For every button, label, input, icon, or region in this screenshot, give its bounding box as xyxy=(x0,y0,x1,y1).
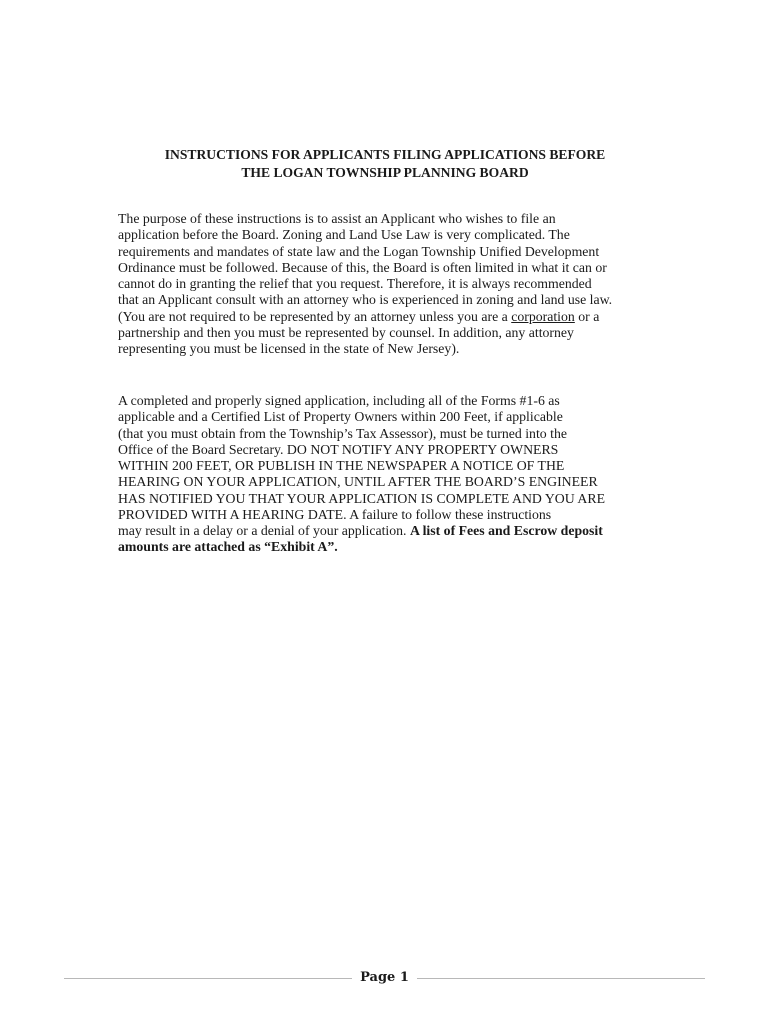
paragraph-line: HEARING ON YOUR APPLICATION, UNTIL AFTER THE BOARD’S ENGINEER xyxy=(118,474,598,490)
bold-fees-notice: A list of Fees and Escrow deposit xyxy=(409,523,603,538)
paragraph-line: (that you must obtain from the Township’s Tax Assessor), must be turned into the xyxy=(118,425,567,441)
paragraph-line: PROVIDED WITH A HEARING DATE. A failure to follow these instructions xyxy=(118,506,552,522)
paragraph-line: Ordinance must be followed. Because of this, the Board is often limited in what it can or xyxy=(118,259,607,275)
page-number-label: Page 1 xyxy=(360,970,409,985)
text-segment: or a xyxy=(574,308,600,324)
paragraph-line: WITHIN 200 FEET, OR PUBLISH IN THE NEWSPAPER A NOTICE OF THE xyxy=(118,458,565,473)
paragraph-line-mixed xyxy=(118,523,658,539)
footer-rule-right xyxy=(417,978,705,979)
paragraph-line: The purpose of these instructions is to assist an Applicant who wishes to file an xyxy=(118,211,556,226)
paragraph-line: cannot do in granting the relief that you request. Therefore, it is always recommended xyxy=(118,276,592,291)
paragraph-line: Office of the Board Secretary. DO NOT NOTIFY ANY PROPERTY OWNERS xyxy=(118,441,559,457)
paragraph-line: application before the Board. Zoning and Land Use Law is very complicated. The xyxy=(118,227,570,243)
underlined-term-corporation: corporation xyxy=(511,308,575,324)
paragraph-line: representing you must be licensed in the state of New Jersey). xyxy=(118,341,460,356)
title-line-2: THE LOGAN TOWNSHIP PLANNING BOARD xyxy=(241,165,529,180)
paragraph-line: HAS NOTIFIED YOU THAT YOUR APPLICATION IS COMPLETE AND YOU ARE xyxy=(118,490,605,506)
filing-paragraph xyxy=(118,393,658,556)
paragraph-line: that an Applicant consult with an attorney who is experienced in zoning and land use law. xyxy=(118,292,613,308)
purpose-paragraph xyxy=(118,211,658,357)
text-segment: may result in a delay or a denial of your application. xyxy=(118,523,410,538)
footer-rule-left xyxy=(64,978,352,979)
paragraph-line-with-underline xyxy=(118,309,658,325)
paragraph-line: partnership and then you must be represented by counsel. In addition, any attorney xyxy=(118,324,574,340)
text-segment: (You are not required to be represented by an attorney unless you are a xyxy=(118,308,512,324)
bold-exhibit-notice: amounts are attached as “Exhibit A”. xyxy=(118,539,338,555)
paragraph-line: requirements and mandates of state law and the Logan Township Unified Development xyxy=(118,243,600,259)
document-title xyxy=(118,146,652,182)
paragraph-line: A completed and properly signed application, including all of the Forms #1-6 as xyxy=(118,393,560,408)
paragraph-line: applicable and a Certified List of Property Owners within 200 Feet, if applicable xyxy=(118,409,563,425)
title-line-1: INSTRUCTIONS FOR APPLICANTS FILING APPLICATIONS BEFORE xyxy=(164,147,606,162)
